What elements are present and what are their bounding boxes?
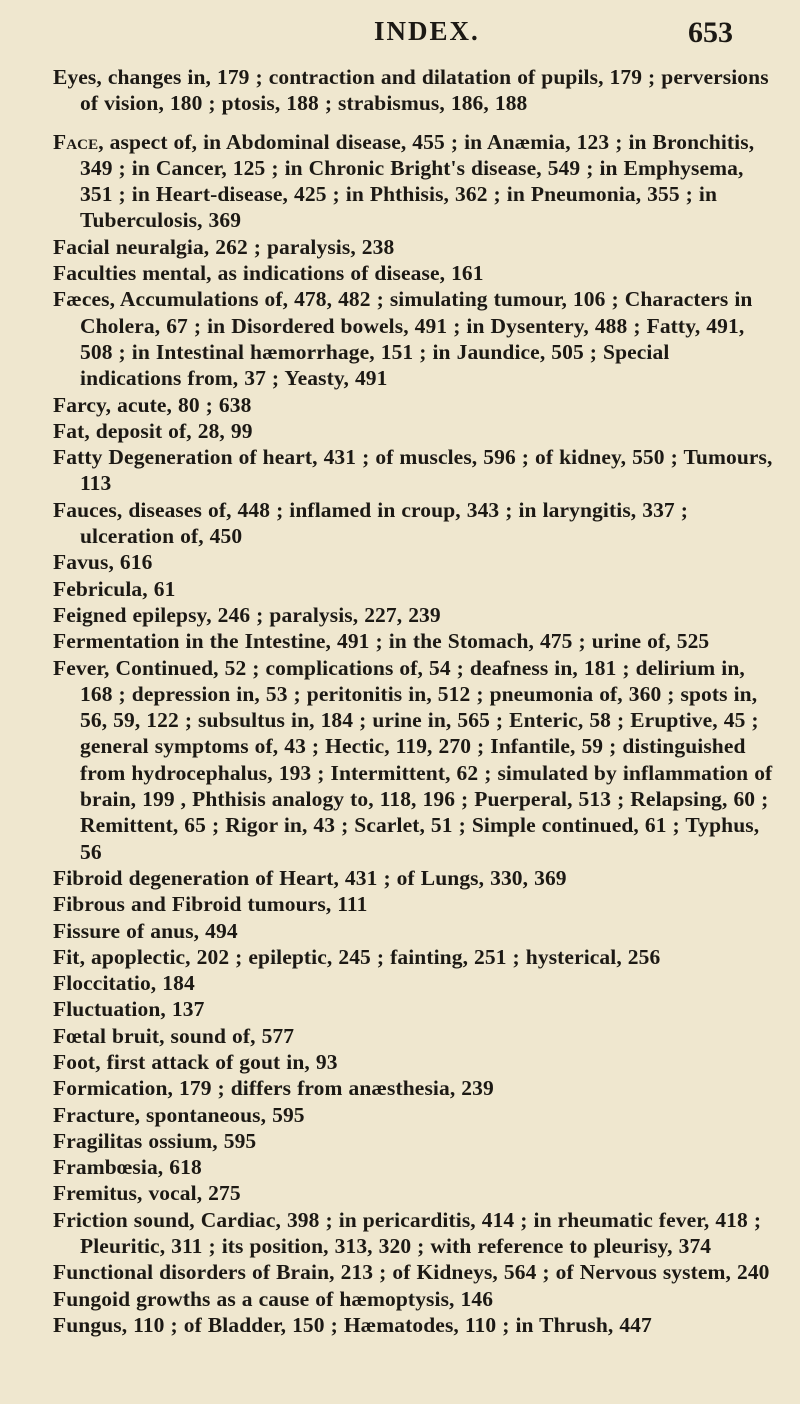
index-entry: Functional disorders of Brain, 213 ; of Kidneys, 564 ; of Nervous system, 240: [53, 1260, 770, 1285]
index-entry: Faculties mental, as indications of disease, 161: [53, 261, 484, 286]
page-number: 653: [688, 16, 733, 49]
index-entry: Foot, first attack of gout in, 93: [53, 1049, 338, 1074]
index-entry: Fluctuation, 137: [53, 997, 205, 1022]
index-entry: Farcy, acute, 80 ; 638: [53, 392, 252, 417]
index-entry: Fungoid growths as a cause of hæmoptysis, 146: [53, 1286, 494, 1311]
index-entry: Eyes, changes in, 179 ; contraction and dilatation of pupils, 179 ; perversions of vision, 180 ; ptosis, 188 ; strabismus, 186, 188: [53, 65, 769, 116]
index-entry-list: [53, 64, 773, 1338]
index-entry: Fissure of anus, 494: [53, 918, 238, 943]
index-entry: Fatty Degeneration of heart, 431 ; of muscles, 596 ; of kidney, 550 ; Tumours, 113: [53, 445, 773, 496]
index-entry: Fat, deposit of, 28, 99: [53, 418, 253, 443]
index-entry: Fibroid degeneration of Heart, 431 ; of Lungs, 330, 369: [53, 865, 567, 890]
index-entry: Frambœsia, 618: [53, 1155, 202, 1180]
index-entry: Fibrous and Fibroid tumours, 111: [53, 892, 368, 917]
index-entry: Fungus, 110 ; of Bladder, 150 ; Hæmatodes, 110 ; in Thrush, 447: [53, 1312, 652, 1337]
index-entry: Fever, Continued, 52 ; complications of, 54 ; deafness in, 181 ; delirium in, 168 ; depression in, 53 ; peritonitis in, 512 ; pneumonia of, 360 ; spots in, 56, 59, 122 ; subsultus in, 184 ; urine in, 565 ; Enteric, 58 ; Eruptive, 45 ; general symptoms of, 43 ; Hectic, 119, 270 ; Infantile, 59 ; distinguished from hydrocephalus, 193 ; Intermittent, 62 ; simulated by inflammation of brain, 199 , Phthisis analogy to, 118, 196 ; Puerperal, 513 ; Relapsing, 60 ; Remittent, 65 ; Rigor in, 43 ; Scarlet, 51 ; Simple continued, 61 ; Typhus, 56: [53, 655, 773, 864]
index-entry: Fermentation in the Intestine, 491 ; in the Stomach, 475 ; urine of, 525: [53, 629, 710, 654]
index-entry: Facial neuralgia, 262 ; paralysis, 238: [53, 234, 395, 259]
index-entry: Fracture, spontaneous, 595: [53, 1102, 305, 1127]
index-entry: Feigned epilepsy, 246 ; paralysis, 227, 239: [53, 602, 441, 627]
index-entry: Favus, 616: [53, 550, 153, 575]
index-entry: Face, aspect of, in Abdominal disease, 455 ; in Anæmia, 123 ; in Bronchitis, 349 ; in Cancer, 125 ; in Chronic Bright's disease, 549 ; in Emphysema, 351 ; in Heart-disease, 425 ; in Phthisis, 362 ; in Pneumonia, 355 ; in Tuberculosis, 369: [53, 129, 755, 233]
index-entry: Fæces, Accumulations of, 478, 482 ; simulating tumour, 106 ; Characters in Cholera, 67 ; in Disordered bowels, 491 ; in Dysentery, 488 ; Fatty, 491, 508 ; in Intestinal hæmorrhage, 151 ; in Jaundice, 505 ; Special indications from, 37 ; Yeasty, 491: [53, 287, 753, 391]
running-title: INDEX.: [374, 16, 480, 46]
index-entry: Fragilitas ossium, 595: [53, 1128, 257, 1153]
index-entry: Fremitus, vocal, 275: [53, 1181, 241, 1206]
index-entry: Fœtal bruit, sound of, 577: [53, 1023, 295, 1048]
index-entry: Fit, apoplectic, 202 ; epileptic, 245 ; fainting, 251 ; hysterical, 256: [53, 944, 661, 969]
index-entry: Formication, 179 ; differs from anæsthesia, 239: [53, 1076, 494, 1101]
entry-lead-word: Face: [53, 129, 99, 154]
index-entry: Febricula, 61: [53, 576, 176, 601]
index-entry: Floccitatio, 184: [53, 971, 195, 996]
index-entry: Friction sound, Cardiac, 398 ; in pericarditis, 414 ; in rheumatic fever, 418 ; Pleuritic, 311 ; its position, 313, 320 ; with reference to pleurisy, 374: [53, 1207, 762, 1259]
running-head: [0, 16, 800, 56]
index-entry: Fauces, diseases of, 448 ; inflamed in croup, 343 ; in laryngitis, 337 ; ulceration of, 450: [53, 497, 689, 549]
